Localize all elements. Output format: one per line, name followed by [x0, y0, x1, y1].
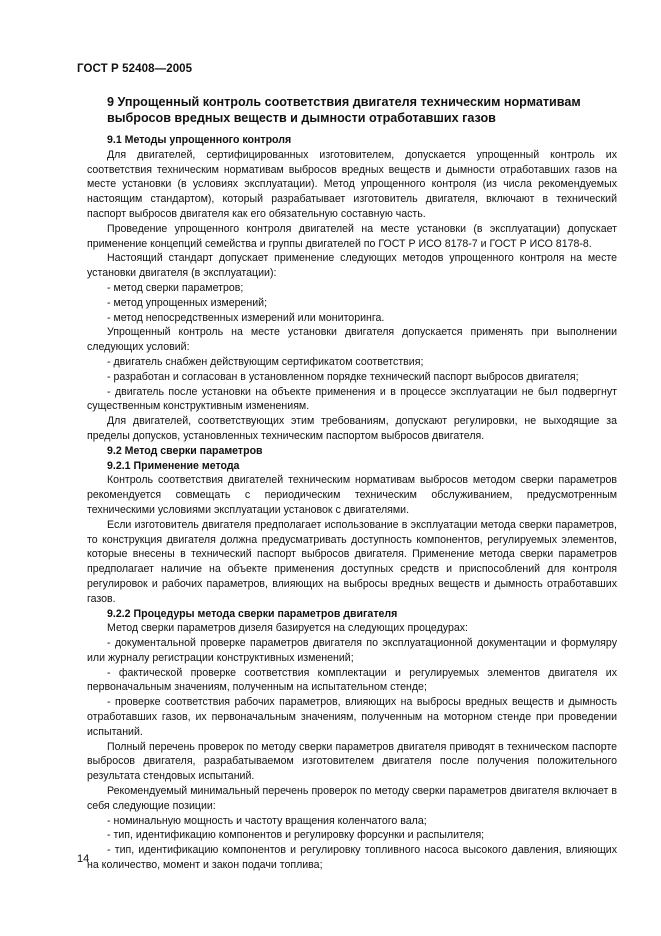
paragraph: Полный перечень проверок по методу сверки параметров двигателя приводят в техническом паспорте выбросов двигателя, разрабатываемом изготовителем двигателя после получения положительного результата стендовых испытаний.: [87, 740, 617, 783]
subsection-heading-9-2-2: 9.2.2 Процедуры метода сверки параметров двигателя: [107, 607, 398, 620]
list-item: - метод непосредственных измерений или мониторинга.: [107, 311, 385, 324]
section-title: [107, 94, 617, 126]
list-item: - тип, идентификацию компонентов и регулировку форсунки и распылителя;: [107, 829, 485, 842]
list-item: - двигатель после установки на объекте применения и в процессе эксплуатации не был подвергнут существенным конструктивным изменениям.: [87, 385, 617, 413]
paragraph: Упрощенный контроль на месте установки двигателя допускается применять при выполнении следующих условий:: [87, 326, 617, 354]
subsection-heading-9-2: 9.2 Метод сверки параметров: [107, 444, 263, 457]
paragraph: Контроль соответствия двигателей техническим нормативам выбросов методом сверки параметров рекомендуется совмещать с периодическим техническим обслуживанием, предусмотренным техническими условиями эксплуатации установок с двигателями.: [87, 474, 617, 516]
section-title-line-1: 9 Упрощенный контроль соответствия двигателя техническим нормативам: [107, 95, 581, 109]
list-item: - документальной проверке параметров двигателя по эксплуатационной документации и формуляру или журналу регистрации конструктивных изменений;: [87, 637, 617, 664]
document-header: ГОСТ Р 52408—2005: [77, 63, 193, 75]
page-number: 14: [77, 853, 90, 865]
list-item: - номинальную мощность и частоту вращения коленчатого вала;: [107, 814, 427, 827]
list-item: - двигатель снабжен действующим сертификатом соответствия;: [107, 355, 424, 368]
paragraph: Настоящий стандарт допускает применение следующих методов упрощенного контроля на месте установки двигателя (в эксплуатации):: [87, 252, 617, 280]
paragraph: Рекомендуемый минимальный перечень проверок по методу сверки параметров двигателя включает в себя следующие позиции:: [87, 785, 617, 812]
paragraph: Метод сверки параметров дизеля базируется на следующих процедурах:: [107, 622, 468, 635]
paragraph: Для двигателей, соответствующих этим требованиям, допускают регулировки, не выходящие за пределы допусков, установленных техническим паспортом выбросов двигателя.: [87, 415, 617, 442]
paragraph: Если изготовитель двигателя предполагает использование в эксплуатации метода сверки параметров, то конструкция двигателя должна предусматривать доступность компонентов, регулируемых элементов, которые внесены в технический паспорт выбросов двигателя. Применение метода сверки параметров предполагает наличие на объекте применения доступных средств и приспособлений для контроля регулировок и рабочих параметров, влияющих на выбросы вредных веществ и дымность отработавших газов.: [87, 518, 617, 605]
list-item: - разработан и согласован в установленном порядке технический паспорт выбросов двигателя;: [107, 370, 579, 383]
subsection-heading-9-2-1: 9.2.1 Применение метода: [107, 459, 240, 472]
subsection-heading-9-1: 9.1 Методы упрощенного контроля: [107, 134, 292, 146]
page-content: [87, 94, 617, 873]
list-item: - метод упрощенных измерений;: [107, 296, 268, 309]
list-item: - проверке соответствия рабочих параметров, влияющих на выбросы вредных веществ и дымность отработавших газов, их первоначальным значениям, полученным на моторном стенде при проведении испытаний.: [87, 696, 617, 738]
list-item: - тип, идентификацию компонентов и регулировку топливного насоса высокого давления, влияющих на количество, момент и закон подачи топлива;: [87, 844, 617, 872]
list-item: - фактической проверке соответствия комплектации и регулируемых элементов двигателя их первоначальным значениям, полученным на испытательном стенде;: [87, 666, 617, 694]
section-title-line-2: выбросов вредных веществ и дымности отработавших газов: [107, 111, 496, 125]
list-item: - метод сверки параметров;: [107, 281, 244, 294]
paragraph: Проведение упрощенного контроля двигателей на месте установки (в эксплуатации) допускает применение концепций семейства и группы двигателей по ГОСТ Р ИСО 8178-7 и ГОСТ Р ИСО 8178-8.: [87, 222, 617, 250]
paragraph: Для двигателей, сертифицированных изготовителем, допускается упрощенный контроль их соответствия техническим нормативам выбросов вредных веществ и дымности отработавших газов на месте установки (в условиях эксплуатации). Метод упрощенного контроля (из числа рекомендуемых настоящим стандартом), который разрабатывает изготовитель двигателя, включают в технический паспорт выбросов двигателя как его обязательную составную часть.: [87, 148, 617, 220]
